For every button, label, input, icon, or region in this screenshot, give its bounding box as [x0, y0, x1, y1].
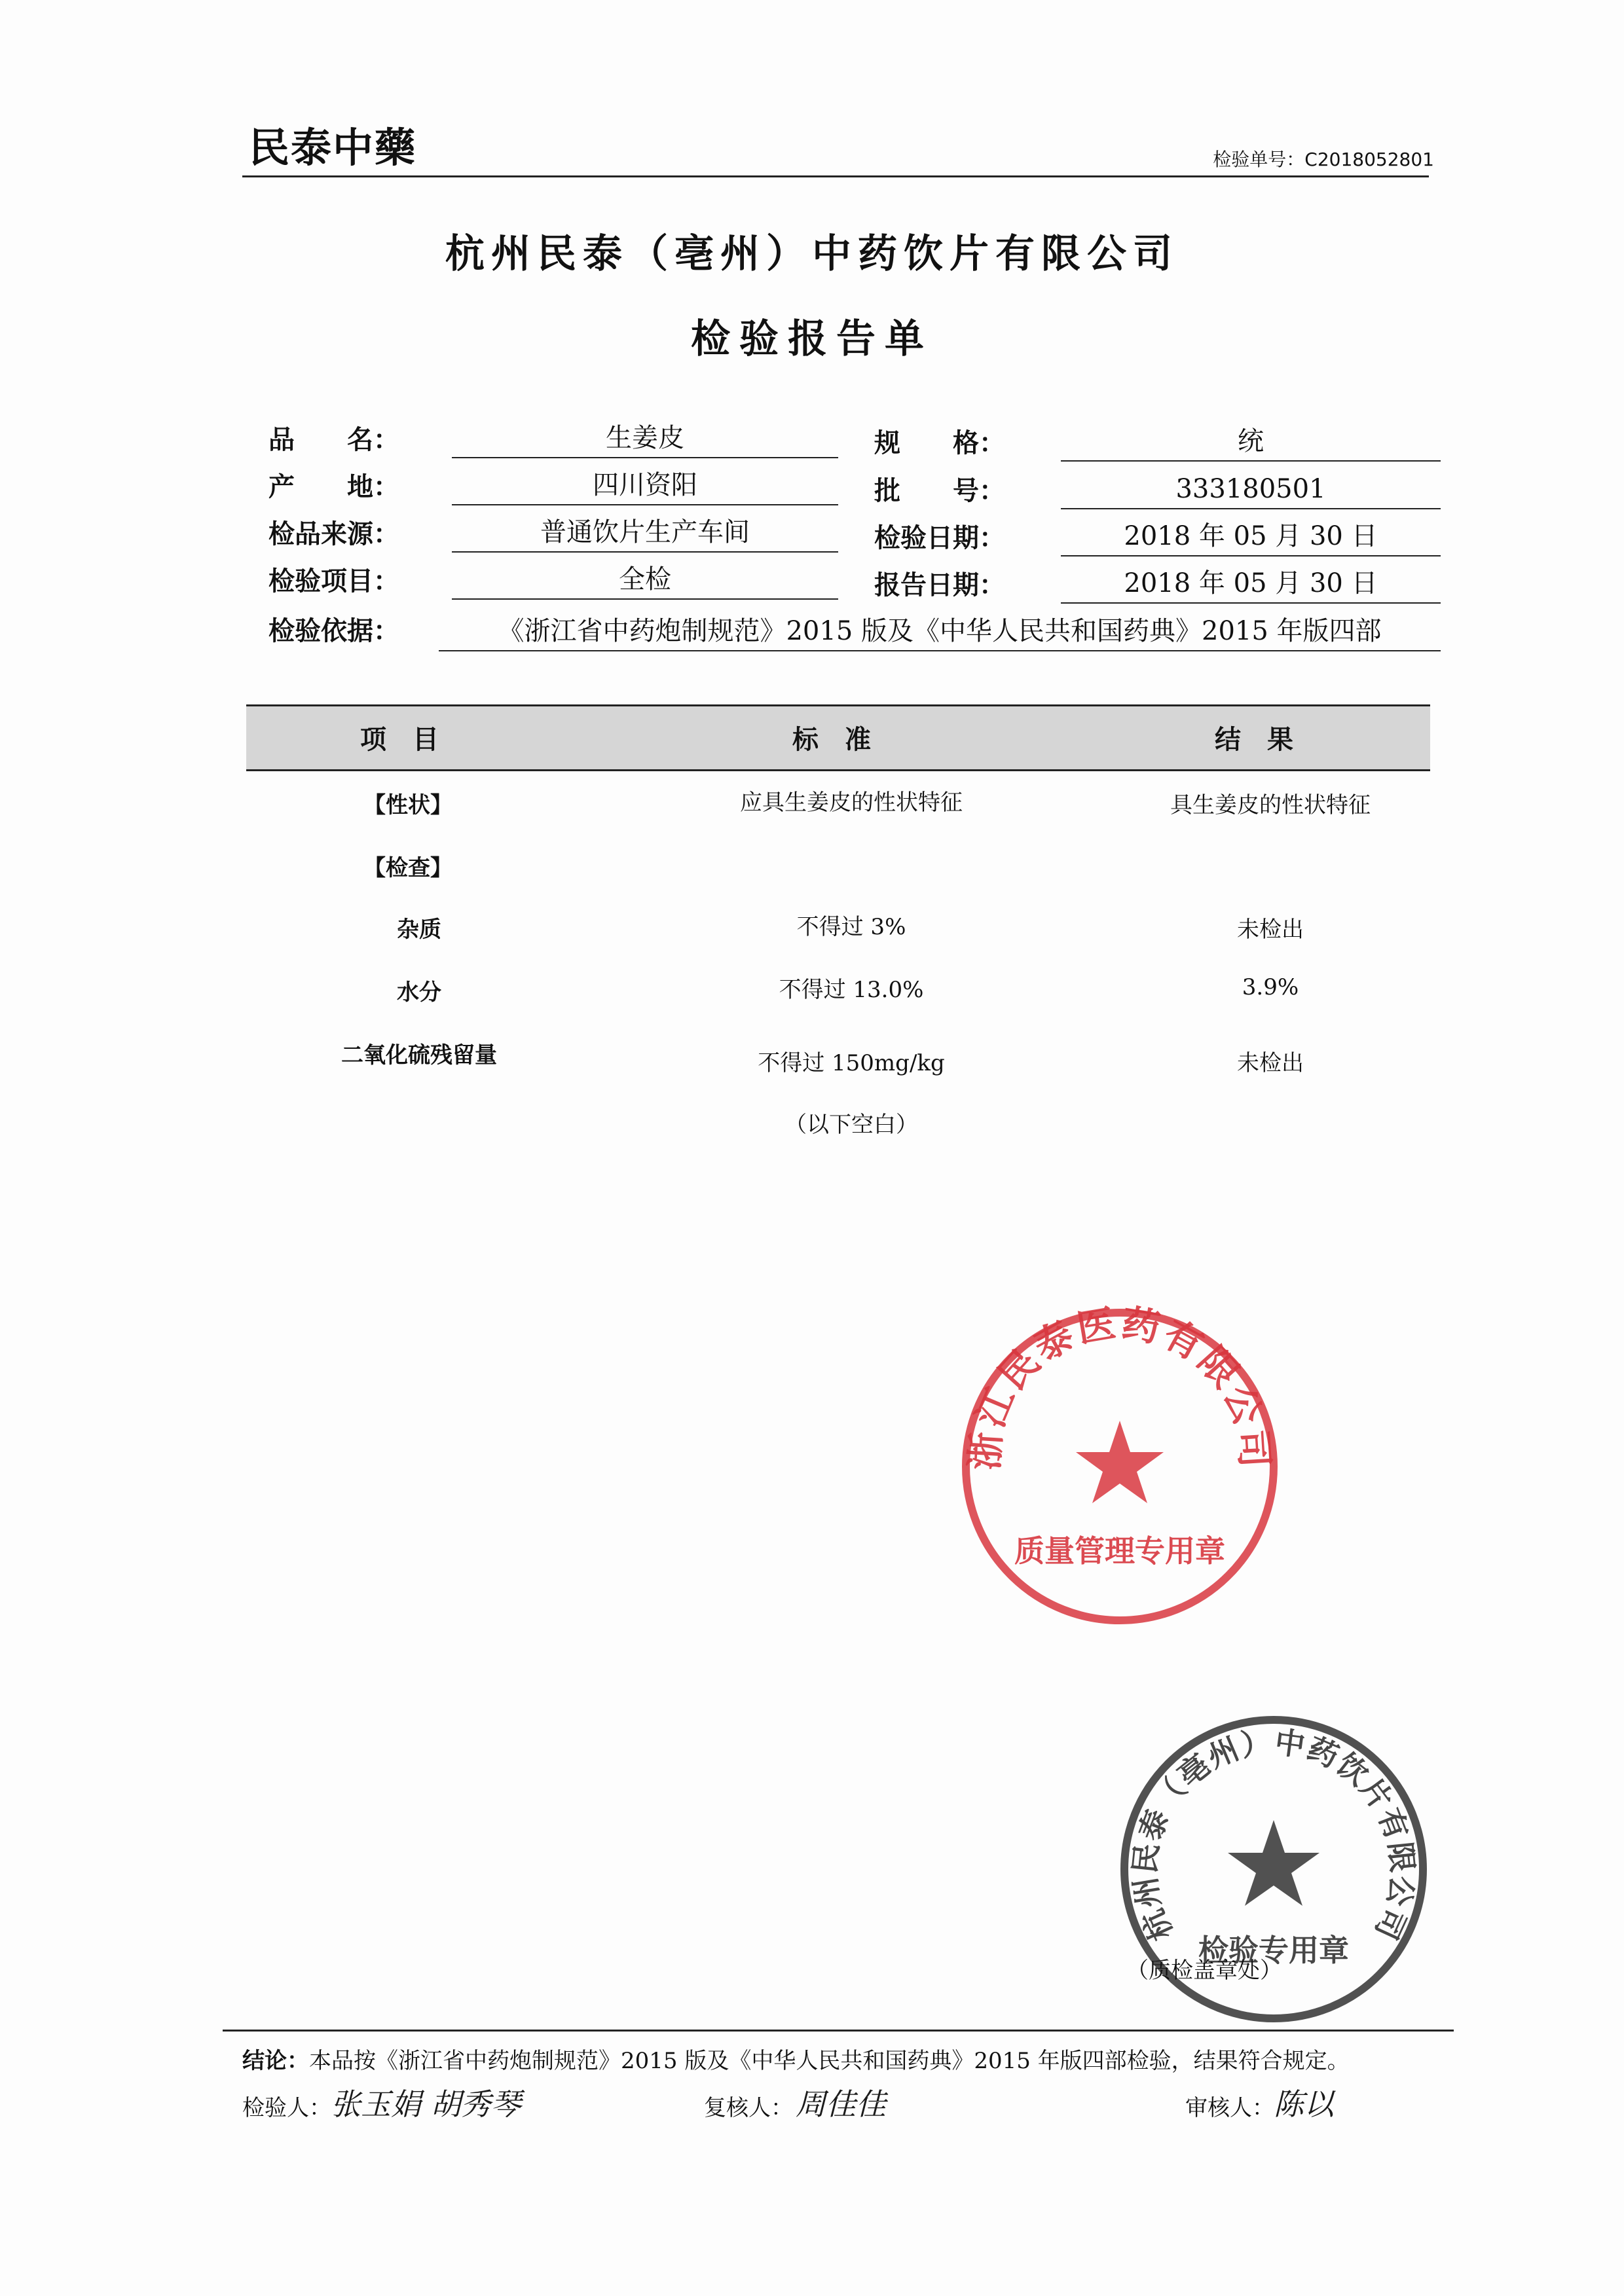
star-icon: [1076, 1421, 1164, 1503]
origin-label: 产 地：: [268, 472, 399, 502]
spec-label: 规 格：: [874, 428, 1005, 458]
col-result-header: 结果: [1215, 725, 1320, 755]
section-character: 【性状】: [363, 792, 452, 818]
inspector-label: 检验人：: [242, 2095, 331, 2121]
red-stamp-text: 浙江民泰医药有限公司: [962, 1303, 1278, 1472]
test-items-label: 检验项目：: [268, 566, 399, 596]
blank-note: （以下空白）: [784, 1112, 918, 1138]
quality-stamp-red: [956, 1303, 1283, 1630]
batch-label: 批 号：: [874, 476, 1005, 506]
conclusion-label: 结论：: [242, 2048, 309, 2074]
product-name-label: 品 名：: [268, 425, 399, 455]
character-result: 具生姜皮的性状特征: [1170, 792, 1371, 818]
conclusion: [242, 2043, 1350, 2075]
table-row-standard: 不得过 3%: [796, 914, 906, 940]
test-date-label: 检验日期：: [874, 523, 1005, 553]
basis-value: 《浙江省中药炮制规范》2015 版及《中华人民共和国药典》2015 年版四部: [439, 612, 1441, 651]
basis-label: 检验依据：: [268, 616, 399, 646]
report-number: 检验单号：C2018052801: [1213, 149, 1434, 170]
star-icon: [1228, 1820, 1320, 1906]
col-standard-header: 标准: [792, 725, 897, 755]
reviewer-signature: 周佳佳: [796, 2086, 886, 2122]
header-divider: [242, 175, 1429, 177]
red-stamp-subtext: 质量管理专用章: [1014, 1533, 1225, 1569]
source-label: 检品来源：: [268, 519, 399, 549]
company-name: 杭州民泰（亳州）中药饮片有限公司: [445, 231, 1179, 277]
table-row-item: 杂质: [397, 917, 441, 943]
qc-stamp-note: （质检盖章处）: [1126, 1958, 1282, 1984]
conclusion-text: 本品按《浙江省中药炮制规范》2015 版及《中华人民共和国药典》2015 年版四部检验，结果符合规定。: [309, 2048, 1350, 2074]
table-row-item: 水分: [397, 979, 441, 1006]
product-name-value: 生姜皮: [452, 419, 838, 458]
section-check: 【检查】: [363, 855, 452, 881]
table-row-standard: 不得过 150mg/kg: [758, 1050, 945, 1076]
approver-signature: 陈以: [1274, 2086, 1334, 2122]
footer-divider: [223, 2030, 1454, 2032]
table-row-item: 二氧化硫残留量: [341, 1042, 497, 1068]
spec-value: 统: [1061, 422, 1441, 462]
table-row-standard: 不得过 13.0%: [779, 977, 924, 1003]
origin-value: 四川资阳: [452, 466, 838, 505]
test-items-value: 全检: [452, 560, 838, 600]
company-logo: 民泰中藥: [249, 124, 417, 172]
document-title: 检验报告单: [691, 316, 933, 362]
table-row-result: 3.9%: [1242, 974, 1299, 1000]
table-row-result: 未检出: [1237, 917, 1304, 943]
character-standard: 应具生姜皮的性状特征: [740, 790, 963, 816]
source-value: 普通饮片生产车间: [452, 513, 838, 553]
black-stamp-subtext: 检验专用章: [1198, 1933, 1349, 1968]
report-date-value: 2018 年 05 月 30 日: [1061, 564, 1441, 604]
batch-value: 333180501: [1061, 470, 1441, 509]
test-date-value: 2018 年 05 月 30 日: [1061, 517, 1441, 556]
approver-label: 审核人：: [1185, 2095, 1274, 2121]
col-item-header: 项目: [360, 725, 465, 755]
report-date-label: 报告日期：: [874, 570, 1005, 600]
black-stamp-text: 杭州民泰（亳州）中药饮片有限公司: [1126, 1724, 1421, 1946]
reviewer-label: 复核人：: [704, 2095, 793, 2121]
inspector-signature: 张玉娟 胡秀琴: [331, 2086, 521, 2122]
table-row-result: 未检出: [1237, 1050, 1304, 1076]
